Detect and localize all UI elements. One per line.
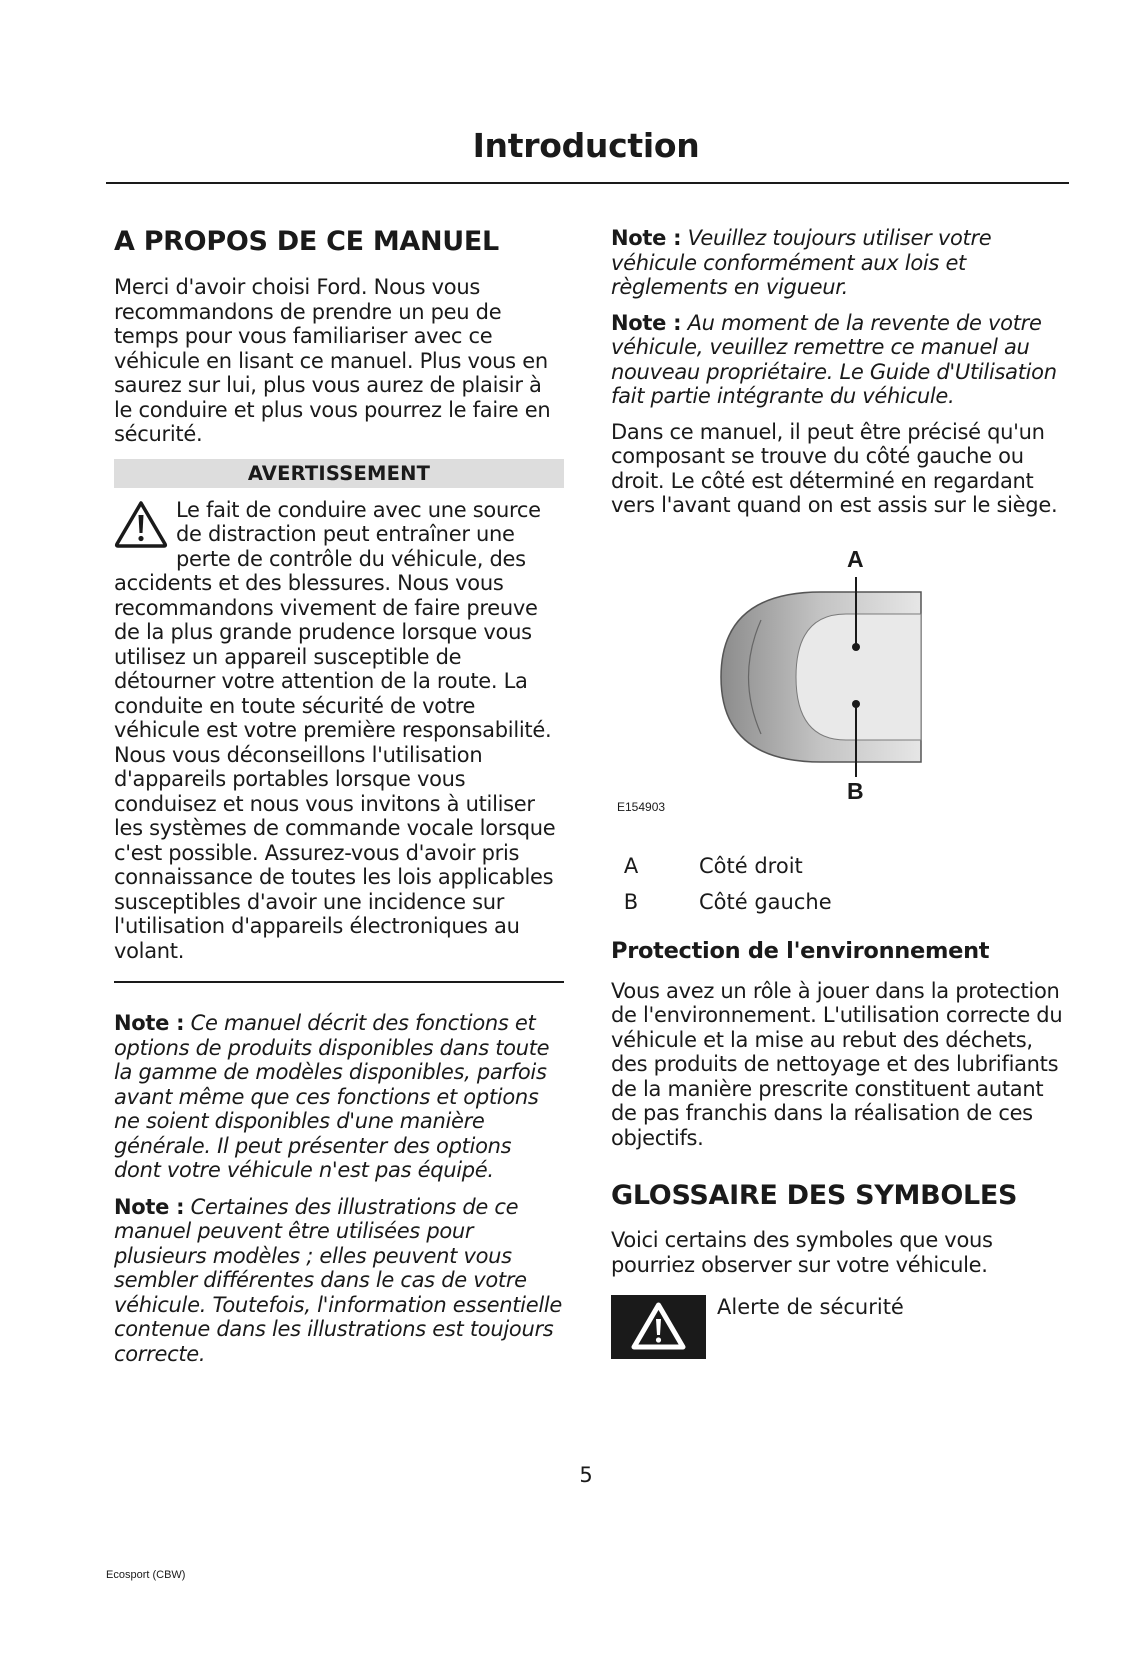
right-column [611, 226, 1066, 1363]
warning-triangle-icon [114, 500, 168, 548]
page-title: Introduction [472, 126, 700, 165]
footer-model: Ecosport (CBW) [106, 1569, 186, 1581]
note-text: Ce manuel décrit des fonctions et options de produits disponibles dans toute la gamme de modèles disponibles, parfois avant même que ces fonctions et options ne soient disponibles d'une manière générale. Il peut présenter des options dont votre véhicule n'est pas équipé. [114, 1011, 550, 1182]
diagram-label-b: B [847, 777, 864, 804]
note-label: Note : [611, 310, 682, 335]
side-explanation: Dans ce manuel, il peut être précisé qu'un composant se trouve du côté gauche ou droit. Le côté est déterminé en regardant vers l'avant quand on est assis sur le siège. [611, 419, 1058, 517]
legend-row [611, 854, 1066, 879]
diagram-legend [611, 854, 1066, 915]
warning-title: AVERTISSEMENT [114, 459, 564, 488]
note-paragraph [611, 311, 1066, 409]
section-heading-about-manual: A PROPOS DE CE MANUEL [114, 226, 499, 257]
note-paragraph [114, 1195, 564, 1367]
note-label: Note : [114, 1011, 185, 1035]
warning-body [114, 488, 564, 964]
warning-box [114, 459, 564, 984]
warning-bottom-rule [114, 981, 564, 983]
left-column [114, 226, 564, 1366]
environment-paragraph: Vous avez un rôle à jouer dans la protection de l'environnement. L'utilisation correcte du véhicule et la mise au rebut des déchets, des produits de nettoyage et des lubrifiants de la manière prescrite constituent autant de pas franchis dans la réalisation de ces objectifs. [611, 978, 1063, 1150]
intro-paragraph: Merci d'avoir choisi Ford. Nous vous recommandons de prendre un peu de temps pour vous familiariser avec ce véhicule en lisant ce manuel. Plus vous en saurez sur lui, plus vous aurez de plaisir à le conduire et plus vous pourrez le faire en sécurité. [114, 275, 551, 446]
car-top-view-icon [611, 532, 1066, 832]
note-text: Veuillez toujours utiliser votre véhicule conformément aux lois et règlements en vigueur. [611, 226, 992, 299]
legend-key: B [623, 890, 639, 914]
section-heading-environment: Protection de l'environnement [611, 937, 990, 964]
note-label: Note : [114, 1194, 185, 1219]
symbol-label: Alerte de sécurité [717, 1295, 904, 1319]
section-heading-glossary: GLOSSAIRE DES SYMBOLES [611, 1180, 1018, 1211]
note-paragraph [114, 1011, 564, 1183]
legend-value: Côté gauche [699, 890, 832, 914]
glossary-intro: Voici certains des symboles que vous pourriez observer sur votre véhicule. [611, 1228, 993, 1277]
legend-value: Côté droit [699, 853, 803, 878]
diagram-image-id: E154903 [617, 799, 666, 814]
note-text: Certaines des illustrations de ce manuel peuvent être utilisées pour plusieurs modèles ; elles peuvent vous sembler différentes dans le cas de votre véhicule. Toutefois, l'information essentielle contenue dans les illustrations est toujours correcte. [114, 1194, 563, 1366]
warning-text: Le fait de conduire avec une source de distraction peut entraîner une perte de contrôle du véhicule, des accidents et des blessures. Nous vous recommandons vivement de faire preuve de la plus grande prudence lorsque vous utilisez un appareil susceptible de détourner votre attention de la route. La conduite en toute sécurité de votre véhicule est votre première responsabilité. Nous vous déconseillons l'utilisation d'appareils portables lorsque vous conduisez et nous vous invitons à utiliser les systèmes de commande vocale lorsque c'est possible. Assurez-vous d'avoir pris connaissance de toutes les lois applicables susceptibles d'avoir une incidence sur l'utilisation d'appareils électroniques au volant. [114, 497, 556, 963]
vehicle-side-diagram [611, 532, 1066, 832]
legend-key: A [623, 853, 639, 878]
safety-alert-icon [611, 1295, 706, 1359]
legend-row [611, 890, 1066, 915]
title-divider [106, 182, 1069, 184]
note-text: Au moment de la revente de votre véhicule, veuillez remettre ce manuel au nouveau propriétaire. Le Guide d'Utilisation fait partie intégrante du véhicule. [611, 310, 1057, 408]
diagram-label-a: A [847, 545, 864, 572]
note-paragraph [611, 226, 1066, 300]
page-number: 5 [579, 1463, 593, 1487]
note-label: Note : [611, 226, 682, 250]
symbol-row [611, 1295, 1066, 1363]
